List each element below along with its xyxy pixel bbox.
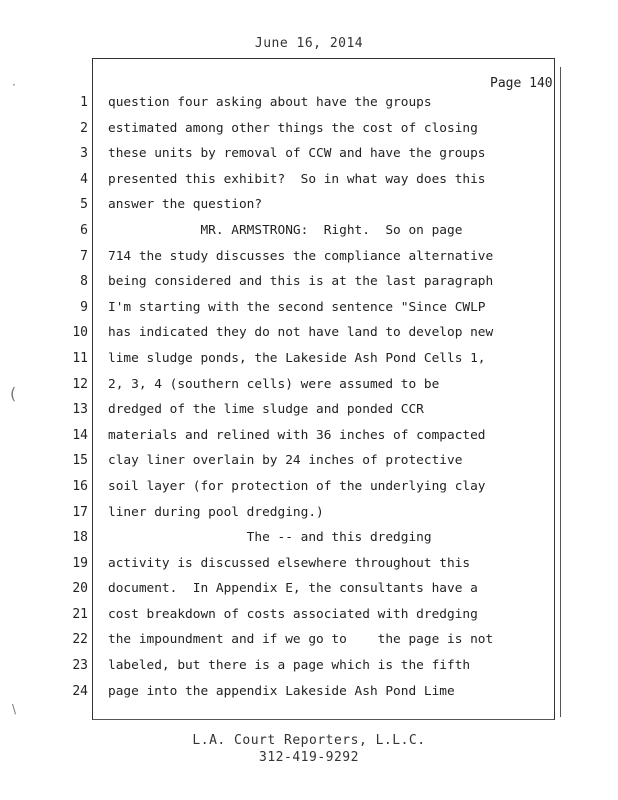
transcript-line: page into the appendix Lakeside Ash Pond Lime: [108, 683, 455, 699]
footer-phone: 312-419-9292: [259, 750, 359, 765]
line-number: 7: [80, 248, 88, 264]
transcript-line: clay liner overlain by 24 inches of protective: [108, 453, 463, 469]
scan-tick-mark: \: [12, 702, 17, 716]
transcript-line: being considered and this is at the last paragraph: [108, 274, 494, 290]
line-number: 5: [80, 197, 88, 213]
line-number: 24: [72, 683, 88, 699]
transcript-line: MR. ARMSTRONG: Right. So on page: [108, 222, 463, 238]
transcript-line: these units by removal of CCW and have the groups: [108, 146, 486, 162]
scan-bracket-mark: (: [10, 384, 17, 403]
line-number: 21: [72, 606, 88, 622]
line-number: 14: [72, 427, 88, 443]
line-number: 6: [80, 222, 88, 238]
line-number: 23: [72, 658, 88, 674]
transcript-line: estimated among other things the cost of closing: [108, 120, 478, 136]
transcript-line: dredged of the lime sludge and ponded CCR: [108, 402, 424, 418]
scan-speck-mark: ·: [12, 78, 16, 92]
line-number: 3: [80, 146, 88, 162]
line-number: 15: [72, 453, 88, 469]
line-number: 16: [72, 478, 88, 494]
transcript-line: I'm starting with the second sentence "Since CWLP: [108, 299, 486, 315]
line-number: 17: [72, 504, 88, 520]
line-number: 4: [80, 171, 88, 187]
line-number: 1: [80, 95, 88, 110]
transcript-line: document. In Appendix E, the consultants have a: [108, 581, 478, 597]
line-number: 13: [72, 402, 88, 418]
transcript-line: lime sludge ponds, the Lakeside Ash Pond Cells 1,: [108, 350, 486, 366]
line-number: 22: [72, 632, 88, 648]
line-number: 10: [72, 325, 88, 341]
transcript-line: The -- and this dredging: [108, 530, 432, 546]
transcript-line: labeled, but there is a page which is the fifth: [108, 658, 471, 674]
transcript-line: 2, 3, 4 (southern cells) were assumed to be: [108, 376, 440, 392]
transcript-line: 714 the study discusses the compliance alternative: [108, 248, 494, 264]
transcript-line: cost breakdown of costs associated with dredging: [108, 606, 478, 622]
line-number: 19: [72, 555, 88, 571]
page-number-label: Page 140: [490, 76, 553, 91]
transcript-line: liner during pool dredging.): [108, 504, 324, 520]
line-number-column: [62, 94, 88, 708]
transcript-line: materials and relined with 36 inches of compacted: [108, 427, 486, 443]
transcript-line: question four asking about have the groups: [108, 95, 432, 110]
line-number: 11: [72, 350, 88, 366]
transcript-line: presented this exhibit? So in what way does this: [108, 171, 486, 187]
header-date: June 16, 2014: [254, 36, 364, 51]
line-number: 9: [80, 299, 88, 315]
footer-company: L.A. Court Reporters, L.L.C.: [192, 733, 426, 748]
line-number: 12: [72, 376, 88, 392]
line-number: 8: [80, 274, 88, 290]
line-number: 18: [72, 530, 88, 546]
transcript-line: the impoundment and if we go to the page is not: [108, 632, 494, 648]
transcript-line: answer the question?: [108, 197, 263, 213]
line-number: 2: [80, 120, 88, 136]
transcript-body: [108, 94, 548, 708]
transcript-line: soil layer (for protection of the underlying clay: [108, 478, 486, 494]
line-number: 20: [72, 581, 88, 597]
transcript-line: activity is discussed elsewhere throughout this: [108, 555, 471, 571]
transcript-line: has indicated they do not have land to develop new: [108, 325, 494, 341]
